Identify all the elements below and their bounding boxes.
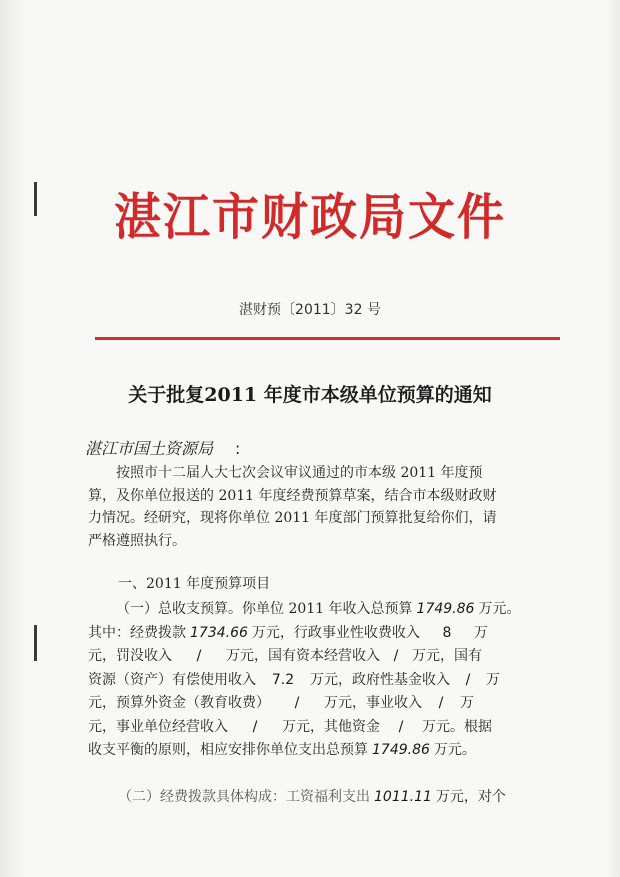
other-funds-value: / <box>398 718 404 735</box>
detail-text: 万元，对个 <box>435 789 506 805</box>
detail-text: （二）经费拨款具体构成：工资福利支出 <box>118 789 370 805</box>
budget-text: 元，事业单位经营收入 <box>88 718 228 735</box>
budget-paragraph <box>88 598 568 763</box>
resource-use-value: 7.2 <box>271 671 295 688</box>
budget-line <box>88 716 568 740</box>
intro-line: 按照市十二届人大七次会议审议通过的市本级 2011 年度预 <box>116 465 483 481</box>
intro-line: 严格遵照执行。 <box>88 533 186 550</box>
appropriation-detail-paragraph <box>118 786 568 808</box>
budget-text: 万 <box>473 624 488 641</box>
notice-title: 关于批复2011 年度市本级单位预算的通知 <box>128 384 492 406</box>
intro-line: 算，及你单位报送的 2011 年度经费预算草案，结合市本级财政财 <box>88 487 497 504</box>
budget-text: 万 <box>460 695 474 711</box>
budget-text: 万元，事业收入 <box>324 695 422 711</box>
extra-budget-value: / <box>294 695 300 711</box>
appropriation-value: 1734.66 <box>190 624 248 641</box>
section-heading: 一、2011 年度预算项目 <box>118 576 271 592</box>
budget-line <box>88 669 568 693</box>
document-number: 湛财预〔2011〕32 号 <box>239 302 381 318</box>
budget-text: 元，预算外资金（教育收费） <box>88 695 270 711</box>
budget-line <box>88 598 568 622</box>
fines-value: / <box>196 648 202 664</box>
budget-text: 万元。 <box>478 601 521 617</box>
document-header-title: 湛江市财政局文件 <box>114 188 506 247</box>
budget-line <box>88 645 568 669</box>
budget-text: 万 <box>486 671 500 688</box>
budget-line <box>88 622 568 646</box>
addressee-name: 湛江市国土资源局 <box>85 439 214 458</box>
admin-fee-value: 8 <box>442 624 452 641</box>
business-income-value: / <box>252 718 258 735</box>
red-divider-line <box>95 337 560 340</box>
budget-text: 万元。根据 <box>422 718 492 735</box>
budget-text: 其中：经费拨款 <box>88 624 186 641</box>
budget-text: 万元，国有 <box>412 648 482 664</box>
budget-text: 资源（资产）有偿使用收入 <box>88 671 256 688</box>
binding-mark <box>34 625 37 661</box>
gov-fund-value: / <box>465 671 471 688</box>
budget-text: 万元，政府性基金收入 <box>310 671 450 688</box>
scan-shadow-right <box>606 0 620 877</box>
career-income-value: / <box>438 695 444 711</box>
addressee-colon: : <box>235 439 241 458</box>
state-capital-value: / <box>393 648 399 664</box>
budget-text: 万元，国有资本经营收入 <box>226 648 380 664</box>
budget-text: （一）总收支预算。你单位 2011 年收入总预算 <box>116 601 413 617</box>
budget-text: 万元。 <box>433 742 476 758</box>
budget-line <box>88 739 568 763</box>
budget-line <box>88 692 568 716</box>
budget-text: 万元，其他资金 <box>282 718 380 735</box>
budget-text: 元，罚没收入 <box>88 648 172 664</box>
budget-text: 万元，行政事业性收费收入 <box>251 624 420 641</box>
total-income-value: 1749.86 <box>416 601 475 617</box>
scan-shadow-left <box>0 0 26 877</box>
total-expense-value: 1749.86 <box>372 742 430 758</box>
addressee <box>85 436 240 459</box>
intro-paragraph <box>88 462 568 553</box>
budget-text: 收支平衡的原则，相应安排你单位支出总预算 <box>88 742 368 758</box>
intro-line: 力情况。经研究，现将你单位 2011 年度部门预算批复给你们，请 <box>88 510 497 527</box>
salary-value: 1011.11 <box>374 789 432 805</box>
